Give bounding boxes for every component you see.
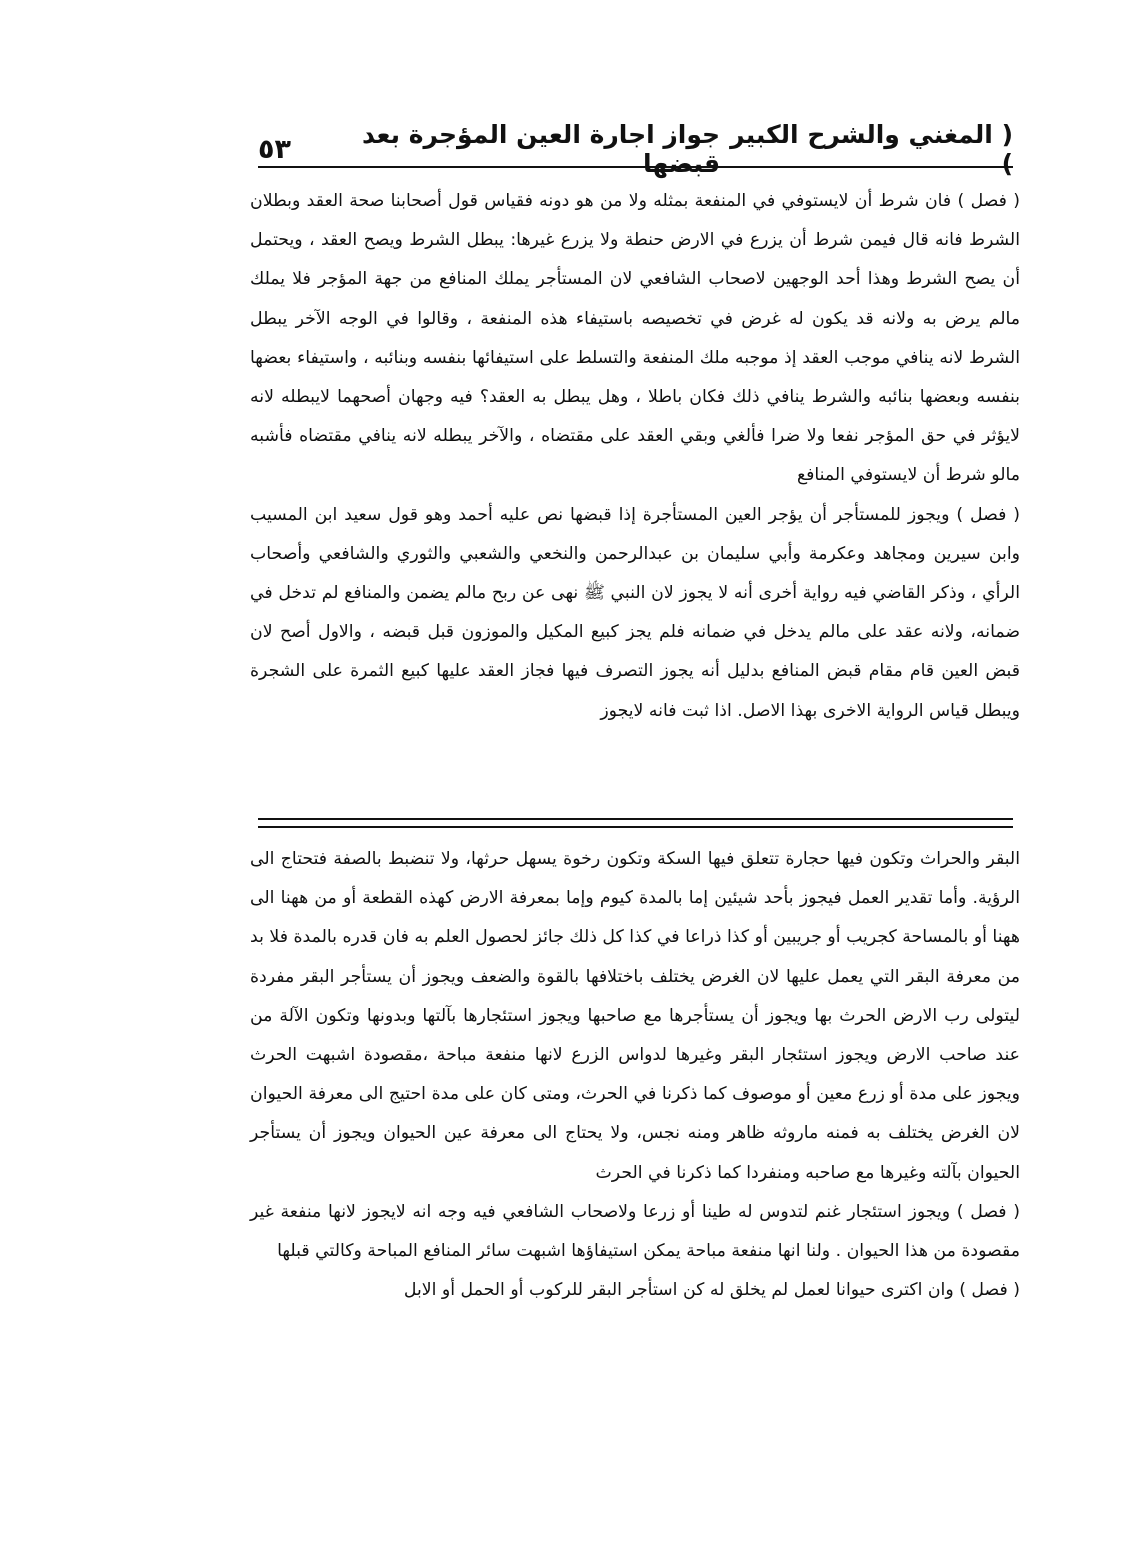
paragraph: ( فصل ) ويجوز للمستأجر أن يؤجر العين المستأجرة إذا قبضها نص عليه أحمد وهو قول سعيد ابن المسيب وابن سيرين ومجاهد وعكرمة وأبي سليمان بن عبدالرحمن والنخعي والشعبي والثوري والشافعي وأصحاب الرأي ، وذكر القاضي فيه رواية أخرى أنه لا يجوز لان النبي ﷺ نهى عن ربح مالم يضمن والمنافع لم تدخل في ضمانه، ولانه عقد على مالم يدخل في ضمانه فلم يجز كبيع المكيل والموزون قبل قبضه ، والاول أصح لان قبض العين قام مقام قبض المنافع بدليل أنه يجوز التصرف فيها فجاز العقد عليها كبيع الثمرة على الشجرة ويبطل قياس الرواية الاخرى بهذا الاصل. اذا ثبت فانه لايجوز bbox=[250, 504, 1020, 721]
running-header bbox=[258, 120, 1013, 178]
separator-rule bbox=[258, 818, 1013, 820]
page-number: ٥٣ bbox=[258, 133, 291, 165]
book-title: ( المغني والشرح الكبير ) bbox=[730, 120, 1013, 178]
paragraph: ( فصل ) ويجوز استئجار غنم لتدوس له طينا أو زرعا ولاصحاب الشافعي فيه وجه انه لايجوز لانها منفعة غير مقصودة من هذا الحيوان . ولنا انها منفعة مباحة يمكن استيفاؤها اشبهت سائر المنافع المباحة وكالتي قبلها bbox=[250, 1201, 1020, 1262]
separator-rule bbox=[258, 826, 1013, 828]
header-rule bbox=[258, 166, 1013, 168]
main-text bbox=[250, 182, 1020, 731]
paragraph: ( فصل ) وان اكترى حيوانا لعمل لم يخلق له كن استأجر البقر للركوب أو الحمل أو الابل bbox=[403, 1280, 1020, 1301]
commentary-text bbox=[250, 840, 1020, 1310]
paragraph: ( فصل ) فان شرط أن لايستوفي في المنفعة بمثله ولا من هو دونه فقياس قول أصحابنا صحة العقد وبطلان الشرط فانه قال فيمن شرط أن يزرع في الارض حنطة ولا يزرع غيرها: يبطل الشرط ويصح العقد ، ويحتمل أن يصح الشرط وهذا أحد الوجهين لاصحاب الشافعي لان المستأجر يملك المنافع من جهة المؤجر فلا يملك مالم يرض به ولانه قد يكون له غرض في تخصيصه باستيفاء هذه المنفعة ، وقالوا في الوجه الآخر يبطل الشرط لانه ينافي موجب العقد إذ موجبه ملك المنفعة والتسلط على استيفائها بنفسه وبنائبه ، واستيفاء بعضها بنفسه وبعضها بنائبه والشرط ينافي ذلك فكان باطلا ، وهل يبطل به العقد؟ فيه وجهان أصحهما لايبطله لانه لايؤثر في حق المؤجر نفعا ولا ضرا فألغي وبقي العقد على مقتضاه ، والآخر يبطله لانه ينافي مقتضاه فأشبه مالو شرط أن لايستوفي المنافع bbox=[250, 191, 1020, 486]
section-title: جواز اجارة العين المؤجرة بعد قبضها bbox=[362, 120, 721, 178]
paragraph: البقر والحراث وتكون فيها حجارة تتعلق فيها السكة وتكون رخوة يسهل حرثها، ولا تنضبط بالصفة فتحتاج الى الرؤية. وأما تقدير العمل فيجوز بأحد شيئين إما بالمدة كيوم وإما بمعرفة الارض كهذه القطعة أو من ههنا الى ههنا أو بالمساحة كجريب أو جريبين أو كذا ذراعا في كذا كل ذلك جائز لحصول العلم به فان قدره بالمدة فلا بد من معرفة البقر التي يعمل عليها لان الغرض يختلف باختلافها بالقوة والضعف ويجوز أن يستأجر البقر مفردة ليتولى رب الارض الحرث بها ويجوز أن يستأجرها مع صاحبها ويجوز استئجارها بآلتها وبدونها وتكون الآلة من عند صاحب الارض ويجوز استئجار البقر وغيرها لدواس الزرع لانها منفعة مباحة ،مقصودة اشبهت الحرث ويجوز على مدة أو زرع معين أو موصوف كما ذكرنا في الحرث، ومتى كان على مدة احتيج الى معرفة الحيوان لان الغرض يختلف به فمنه ماروثه ظاهر ومنه نجس، ولا يحتاج الى معرفة عين الحيوان ويجوز أن يستأجر الحيوان بآلته وغيرها مع صاحبه ومنفردا كما ذكرنا في الحرث bbox=[250, 849, 1020, 1183]
